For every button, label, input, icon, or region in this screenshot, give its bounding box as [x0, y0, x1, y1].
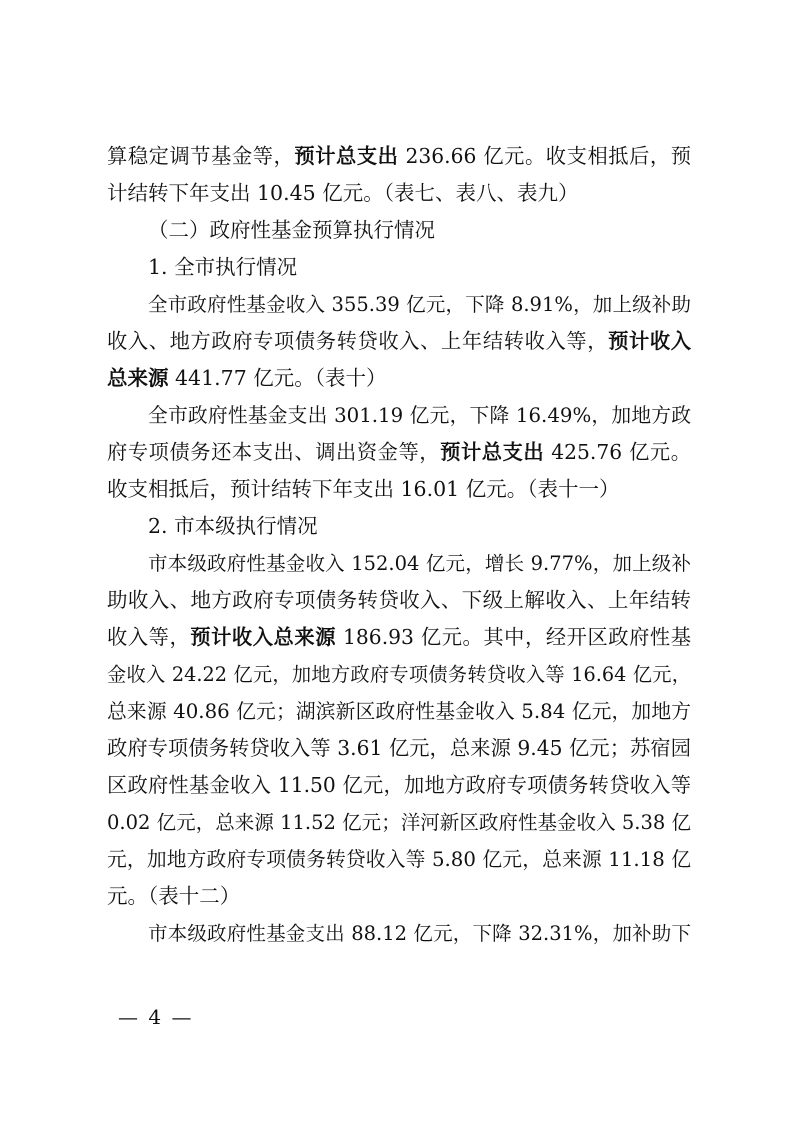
text-segment: 425.76 亿元。: [544, 440, 691, 464]
text-line: [107, 249, 691, 286]
text-line: [107, 915, 691, 952]
text-segment: （二）政府性基金预算执行情况: [148, 218, 435, 242]
text-segment: 441.77 亿元。（表十）: [168, 366, 387, 390]
bold-text: 预计收入总来源: [190, 625, 337, 649]
text-segment: 2. 市本级执行情况: [148, 514, 318, 538]
text-segment: 府专项债务还本支出、调出资金等，: [107, 440, 441, 464]
text-segment: 1. 全市执行情况: [148, 255, 298, 279]
text-segment: 收入等，: [107, 625, 191, 649]
text-line: [107, 286, 691, 323]
text-line: [107, 878, 691, 915]
text-segment: 全市政府性基金收入 355.39 亿元，下降 8.91%，加上级补助: [148, 293, 691, 316]
text-segment: 市本级政府性基金收入 152.04 亿元，增长 9.77%，加上级补: [148, 552, 691, 575]
text-segment: 元。（表十二）: [107, 884, 241, 908]
text-segment: 算稳定调节基金等，: [107, 144, 295, 168]
text-segment: 区政府性基金收入 11.50 亿元，加地方政府专项债务转贷收入等: [107, 773, 691, 797]
text-line: [107, 397, 691, 434]
text-segment: 收支相抵后，预计结转下年支出 16.01 亿元。（表十一）: [107, 477, 620, 501]
text-segment: 186.93 亿元。其中，经开区政府性基: [336, 625, 691, 649]
text-line: [107, 841, 691, 878]
bold-text: 预计总支出: [440, 440, 545, 464]
text-segment: 金收入 24.22 亿元，加地方政府专项债务转贷收入等 16.64 亿元，: [107, 663, 691, 686]
text-line: [107, 323, 691, 360]
text-line: [107, 138, 691, 175]
text-line: [107, 175, 691, 212]
page-number: — 4 —: [118, 1005, 194, 1029]
text-segment: 0.02 亿元，总来源 11.52 亿元；洋河新区政府性基金收入 5.38 亿: [107, 811, 691, 834]
bold-text: 预计收入: [608, 329, 691, 353]
text-segment: 总来源 40.86 亿元；湖滨新区政府性基金收入 5.84 亿元，加地方: [107, 700, 691, 723]
text-line: [107, 619, 691, 656]
text-line: [107, 804, 691, 841]
text-segment: 计结转下年支出 10.45 亿元。（表七、表八、表九）: [107, 181, 579, 205]
text-segment: 市本级政府性基金支出 88.12 亿元，下降 32.31%，加补助下: [148, 922, 691, 945]
text-segment: 政府专项债务转贷收入等 3.61 亿元，总来源 9.45 亿元；苏宿园: [107, 736, 691, 760]
text-line: [107, 508, 691, 545]
bold-text: 总来源: [107, 366, 169, 390]
bold-text: 预计总支出: [294, 144, 399, 168]
text-line: [107, 360, 691, 397]
text-line: [107, 582, 691, 619]
text-segment: 收入、地方政府专项债务转贷收入、上年结转收入等，: [107, 329, 609, 353]
text-line: [107, 767, 691, 804]
text-segment: 全市政府性基金支出 301.19 亿元，下降 16.49%，加地方政: [148, 404, 691, 427]
text-line: [107, 656, 691, 693]
text-line: [107, 730, 691, 767]
text-segment: 元，加地方政府专项债务转贷收入等 5.80 亿元，总来源 11.18 亿: [107, 848, 691, 871]
text-line: [107, 434, 691, 471]
text-line: [107, 212, 691, 249]
text-line: [107, 471, 691, 508]
text-line: [107, 545, 691, 582]
text-segment: 236.66 亿元。收支相抵后，预: [398, 144, 691, 168]
text-line: [107, 693, 691, 730]
document-body: [107, 138, 691, 952]
text-segment: 助收入、地方政府专项债务转贷收入、下级上解收入、上年结转: [107, 588, 691, 612]
